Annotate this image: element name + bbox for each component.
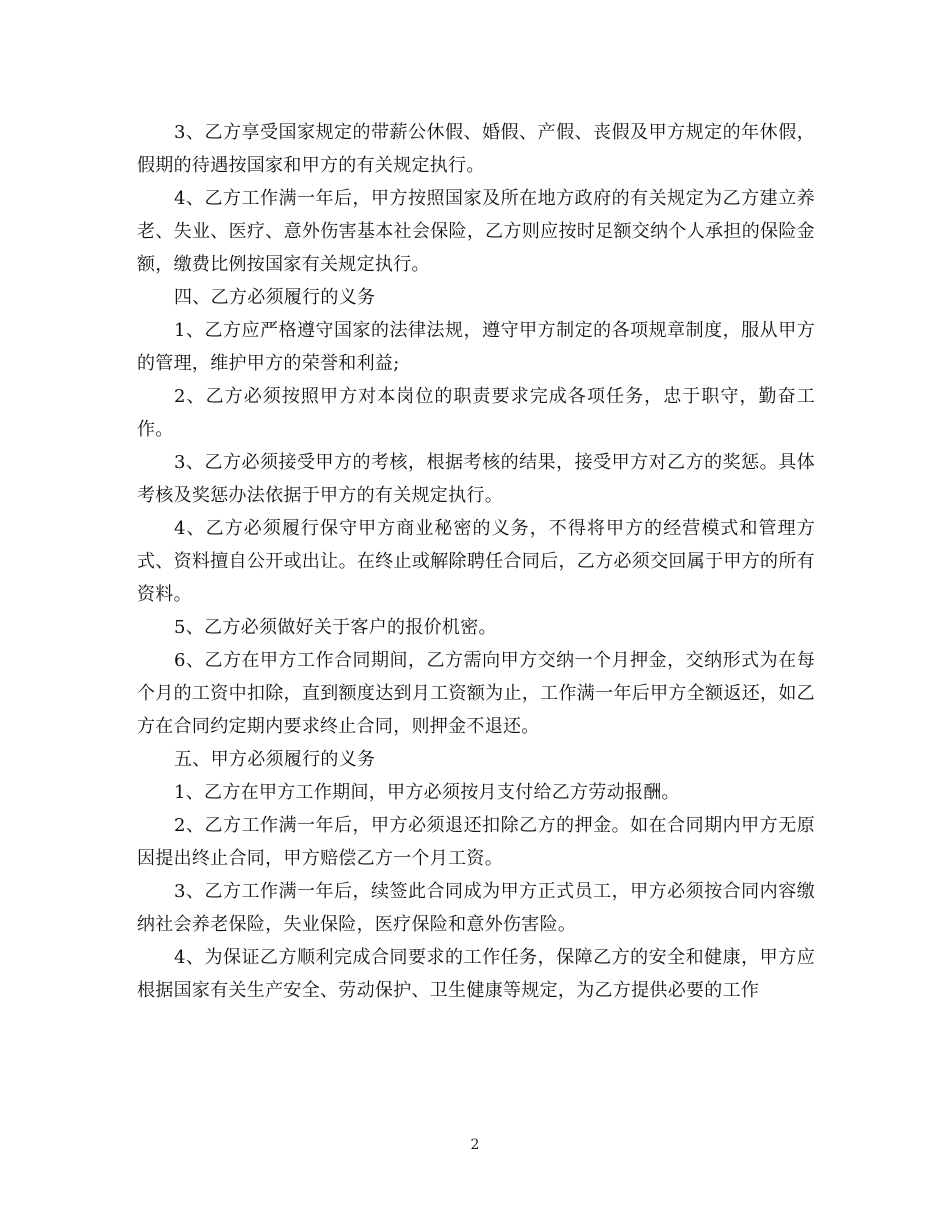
paragraph-b-obligation-2: 2、乙方必须按照甲方对本岗位的职责要求完成各项任务，忠于职守，勤奋工作。 xyxy=(137,386,815,440)
paragraph-a-obligation-4: 4、为保证乙方顺利完成合同要求的工作任务，保障乙方的安全和健康，甲方应根据国家有关生产安全、劳动保护、卫生健康等规定，为乙方提供必要的工作 xyxy=(137,947,815,1001)
paragraph-b-obligation-4: 4、乙方必须履行保守甲方商业秘密的义务，不得将甲方的经营模式和管理方式、资料擅自公开或出让。在终止或解除聘任合同后，乙方必须交回属于甲方的所有资料。 xyxy=(137,518,815,605)
paragraph-b-obligation-5: 5、乙方必须做好关于客户的报价机密。 xyxy=(174,617,497,638)
section-heading-party-b-obligations: 四、乙方必须履行的义务 xyxy=(174,287,376,308)
section-heading-party-a-obligations: 五、甲方必须履行的义务 xyxy=(174,749,376,770)
paragraph-a-obligation-2: 2、乙方工作满一年后，甲方必须退还扣除乙方的押金。如在合同期内甲方无原因提出终止合同，甲方赔偿乙方一个月工资。 xyxy=(137,815,815,869)
page-number: 2 xyxy=(470,1137,480,1153)
paragraph-a-obligation-3: 3、乙方工作满一年后，续签此合同成为甲方正式员工，甲方必须按合同内容缴纳社会养老保险，失业保险，医疗保险和意外伤害险。 xyxy=(137,881,815,935)
paragraph-b-obligation-6: 6、乙方在甲方工作合同期间，乙方需向甲方交纳一个月押金，交纳形式为在每个月的工资中扣除，直到额度达到月工资额为止，工作满一年后甲方全额返还，如乙方在合同约定期内要求终止合同，则押金不退还。 xyxy=(137,650,815,737)
document-body xyxy=(137,116,815,1007)
paragraph-a-obligation-1: 1、乙方在甲方工作期间，甲方必须按月支付给乙方劳动报酬。 xyxy=(174,782,680,803)
paragraph-clause-4-social-insurance: 4、乙方工作满一年后，甲方按照国家及所在地方政府的有关规定为乙方建立养老、失业、医疗、意外伤害基本社会保险，乙方则应按时足额交纳个人承担的保险金额，缴费比例按国家有关规定执行。 xyxy=(137,188,815,275)
paragraph-clause-3-leave: 3、乙方享受国家规定的带薪公休假、婚假、产假、丧假及甲方规定的年休假，假期的待遇按国家和甲方的有关规定执行。 xyxy=(137,122,815,176)
paragraph-b-obligation-3: 3、乙方必须接受甲方的考核，根据考核的结果，接受甲方对乙方的奖惩。具体考核及奖惩办法依据于甲方的有关规定执行。 xyxy=(137,452,815,506)
paragraph-b-obligation-1: 1、乙方应严格遵守国家的法律法规，遵守甲方制定的各项规章制度，服从甲方的管理，维护甲方的荣誉和利益; xyxy=(137,320,815,374)
